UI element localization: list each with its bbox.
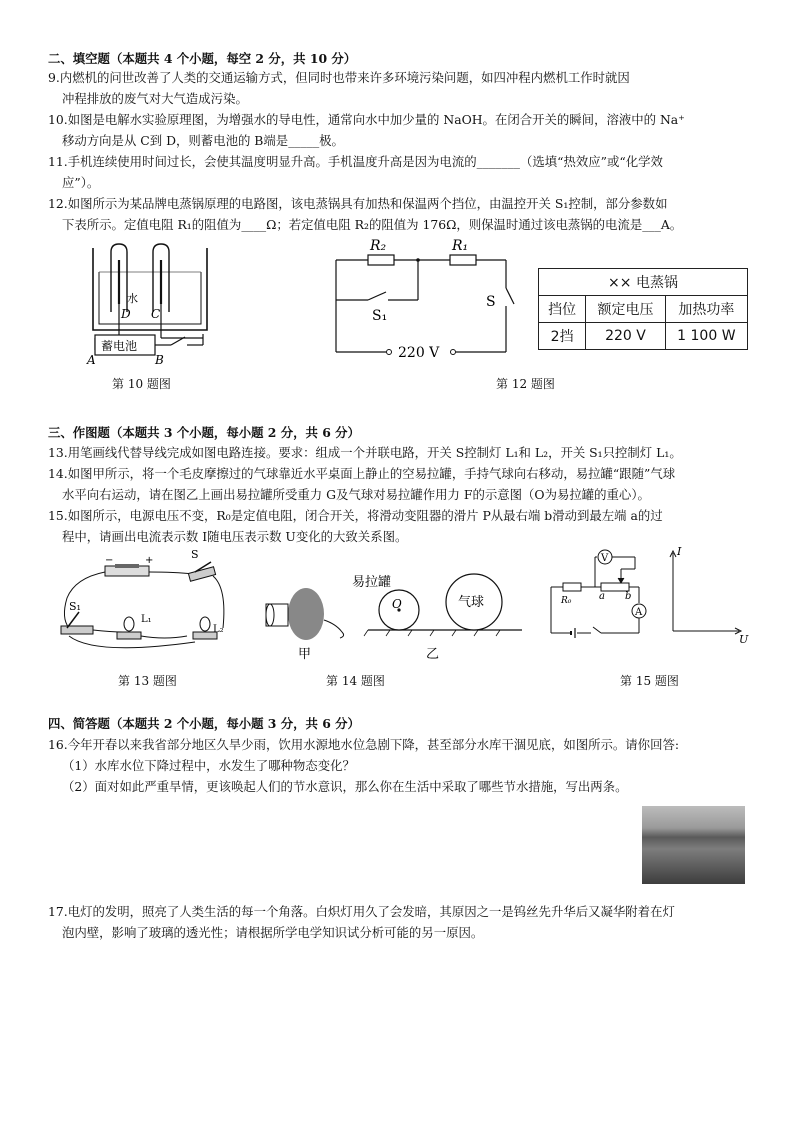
s1-label: S₁: [372, 308, 388, 324]
svg-text:+: +: [145, 555, 154, 566]
q17-line2: 泡内壁，影响了玻璃的透光性；请根据所学电学知识试分析可能的另一原因。: [62, 925, 484, 940]
fig14-jia-label: 甲: [298, 647, 312, 662]
q15-line1: 15.如图所示，电源电压不变，R₀是定值电阻，闭合开关，将滑动变阻器的滑片 P从最右端 b滑动到最左端 a的过: [48, 508, 663, 523]
fig15-b-label: b: [625, 591, 632, 602]
fig14-o-label: O: [392, 597, 402, 611]
water-label: 水: [127, 292, 138, 305]
figure-10-caption: 第 10 题图: [112, 377, 171, 391]
fig13-l2-label: L₂: [213, 624, 224, 635]
steamer-spec-table: [538, 268, 748, 350]
figure-10-electrolysis: [85, 240, 215, 370]
fig13-s-label: S: [191, 548, 199, 561]
terminal-a-label: A: [87, 353, 96, 367]
r2-label: R₂: [370, 238, 387, 254]
figure-13-caption: 第 13 题图: [118, 674, 177, 688]
fig13-l1-label: L₁: [141, 614, 152, 625]
terminal-b-label: B: [155, 353, 164, 367]
electrode-d-label: D: [121, 307, 131, 321]
figure-15-circuit-graph: [545, 545, 750, 646]
q14-line2: 水平向右运动，请在图乙上画出易拉罐所受重力 G及气球对易拉罐作用力 F的示意图（O为易拉罐的重心）。: [62, 487, 650, 502]
fig15-a-label: a: [599, 591, 605, 602]
table-header-voltage: 额定电压: [586, 296, 666, 323]
section-draw-heading: 三、作图题（本题共 3 个小题，每小题 2 分，共 6 分）: [48, 425, 360, 440]
fig15-voltmeter-label: V: [601, 553, 609, 564]
q12-line2: 下表所示。定值电阻 R₁的阻值为____Ω；若定值电阻 R₂的阻值为 176Ω，则保温时通过该电蒸锅的电流是___A。: [62, 217, 683, 232]
electrode-c-label: C: [151, 307, 161, 321]
q10-line2: 移动方向是从 C到 D，则蓄电池的 B端是_____极。: [62, 133, 344, 148]
figure-12-circuit: [330, 236, 520, 366]
q12-line1: 12.如图所示为某品牌电蒸锅原理的电路图，该电蒸锅具有加热和保温两个挡位，由温控开关 S₁控制，部分参数如: [48, 196, 668, 211]
table-cell-power: 1 100 W: [665, 323, 747, 350]
q11-line2: 应”）。: [62, 175, 100, 190]
fig15-axis-i-label: I: [677, 545, 682, 558]
q17-line1: 17.电灯的发明，照亮了人类生活的每一个角落。白炽灯用久了会发暗，其原因之一是钨丝先升华后又凝华附着在灯: [48, 904, 675, 919]
section-short-heading: 四、简答题（本题共 2 个小题，每小题 3 分，共 6 分）: [48, 716, 360, 731]
q9-line1: 9.内燃机的问世改善了人类的交通运输方式，但同时也带来许多环境污染问题，如四冲程内燃机工作时就因: [48, 70, 630, 85]
q14-line1: 14.如图甲所示，将一个毛皮摩擦过的气球靠近水平桌面上静止的空易拉罐，手持气球向右移动，易拉罐“跟随”气球: [48, 466, 676, 481]
fig14-can-label: 易拉罐: [352, 575, 392, 590]
s-label: S: [486, 294, 496, 310]
figure-14-can-balloon: [260, 570, 530, 668]
battery-label: 蓄电池: [101, 339, 138, 353]
figure-13-circuit-parts: [55, 548, 235, 666]
fig15-axis-u-label: U: [739, 633, 749, 646]
fig15-r0-label: R₀: [561, 596, 572, 606]
q11-line1: 11.手机连续使用时间过长，会使其温度明显升高。手机温度升高是因为电流的_______（选填“热效应”或“化学效: [48, 154, 663, 169]
fig15-ammeter-label: A: [635, 607, 643, 618]
fig14-balloon-label: 气球: [458, 595, 485, 610]
q9-line2: 冲程排放的废气对大气造成污染。: [62, 91, 248, 106]
table-header-gear: 挡位: [539, 296, 586, 323]
table-cell-voltage: 220 V: [586, 323, 666, 350]
fig14-yi-label: 乙: [426, 647, 440, 662]
fig13-s1-label: S₁: [69, 600, 81, 613]
voltage-label: 220 V: [398, 345, 440, 361]
q16-sub1: （1）水库水位下降过程中，水发生了哪种物态变化？: [62, 758, 355, 773]
section-fill-heading: 二、填空题（本题共 4 个小题，每空 2 分，共 10 分）: [48, 51, 357, 66]
table-title: ×× 电蒸锅: [539, 269, 748, 296]
figure-14-caption: 第 14 题图: [326, 674, 385, 688]
table-cell-gear: 2挡: [539, 323, 586, 350]
svg-text:−: −: [105, 555, 114, 566]
table-header-power: 加热功率: [665, 296, 747, 323]
figure-12-caption: 第 12 题图: [496, 377, 555, 391]
figure-15-caption: 第 15 题图: [620, 674, 679, 688]
q15-line2: 程中，请画出电流表示数 I随电压表示数 U变化的大致关系图。: [62, 529, 408, 544]
q13-line: 13.用笔画线代替导线完成如图电路连接。要求：组成一个并联电路，开关 S控制灯 L₁和 L₂，开关 S₁只控制灯 L₁。: [48, 445, 682, 460]
q10-line1: 10.如图是电解水实验原理图，为增强水的导电性，通常向水中加少量的 NaOH。在闭合开关的瞬间，溶液中的 Na⁺: [48, 112, 685, 127]
dry-reservoir-photo: [642, 806, 745, 884]
r1-label: R₁: [452, 238, 469, 254]
q16-line1: 16.今年开春以来我省部分地区久旱少雨，饮用水源地水位急剧下降，甚至部分水库干涸见底，如图所示。请你回答:: [48, 737, 680, 752]
q16-sub2: （2）面对如此严重旱情，更该唤起人们的节水意识，那么你在生活中采取了哪些节水措施，写出两条。: [62, 779, 628, 794]
